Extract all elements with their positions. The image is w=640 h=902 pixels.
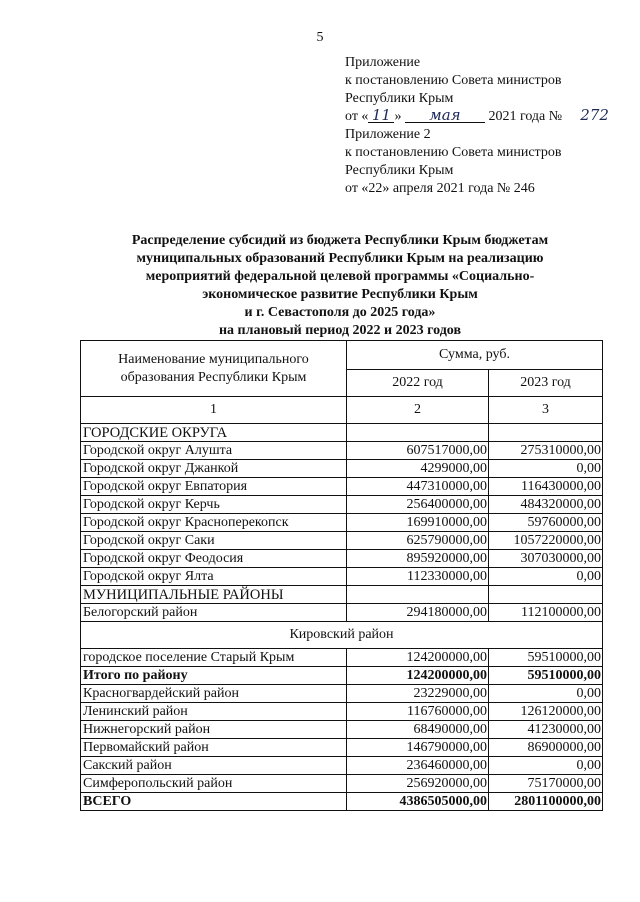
row-value-2023: 59760000,00	[489, 514, 603, 532]
row-value-2023: 126120000,00	[489, 703, 603, 721]
column-index-3: 3	[489, 397, 603, 424]
table-row	[81, 649, 603, 667]
row-value-2022: 895920000,00	[347, 550, 489, 568]
row-value-2022: 124200000,00	[347, 667, 489, 685]
row-value-2022: 124200000,00	[347, 649, 489, 667]
row-value-2022: 256400000,00	[347, 496, 489, 514]
row-name: ГОРОДСКИЕ ОКРУГА	[81, 424, 347, 442]
column-index-1: 1	[81, 397, 347, 424]
table-row	[81, 667, 603, 685]
row-name: Городской округ Алушта	[81, 442, 347, 460]
table-row	[81, 424, 603, 442]
handwritten-doc-number: 272	[580, 106, 609, 124]
row-name: Красногвардейский район	[81, 685, 347, 703]
title-line: и г. Севастополя до 2025 года»	[244, 305, 436, 320]
table-row	[81, 478, 603, 496]
row-value-2023: 307030000,00	[489, 550, 603, 568]
table-row	[81, 442, 603, 460]
row-value-2023: 1057220000,00	[489, 532, 603, 550]
table-row	[81, 757, 603, 775]
table-row	[81, 514, 603, 532]
row-value-2022	[347, 586, 489, 604]
header-line-date	[345, 108, 635, 126]
table-row	[81, 550, 603, 568]
row-value-2022: 68490000,00	[347, 721, 489, 739]
column-index-row	[81, 397, 603, 424]
column-header-sum: Сумма, руб.	[347, 341, 603, 370]
row-value-2023: 59510000,00	[489, 649, 603, 667]
table-row	[81, 685, 603, 703]
document-title	[80, 232, 600, 340]
row-value-2022: 116760000,00	[347, 703, 489, 721]
row-name: Симферопольский район	[81, 775, 347, 793]
row-value-2022: 294180000,00	[347, 604, 489, 622]
table-header-row	[81, 341, 603, 370]
row-value-2023: 116430000,00	[489, 478, 603, 496]
title-line: мероприятий федеральной целевой программы «Социально-	[145, 269, 535, 284]
row-value-2023: 112100000,00	[489, 604, 603, 622]
row-value-2022: 236460000,00	[347, 757, 489, 775]
row-name: МУНИЦИПАЛЬНЫЕ РАЙОНЫ	[81, 586, 347, 604]
table-row	[81, 532, 603, 550]
row-name: Городской округ Красноперекопск	[81, 514, 347, 532]
subsection-row	[81, 622, 603, 649]
table-row	[81, 775, 603, 793]
row-name: Нижнегорский район	[81, 721, 347, 739]
column-index-2: 2	[347, 397, 489, 424]
row-value-2023: 41230000,00	[489, 721, 603, 739]
subsection-title-kirov: Кировский район	[81, 622, 603, 649]
row-name: Городской округ Керчь	[81, 496, 347, 514]
row-value-2022: 4299000,00	[347, 460, 489, 478]
table-row	[81, 586, 603, 604]
row-name: Итого по району	[81, 667, 347, 685]
row-value-2023: 275310000,00	[489, 442, 603, 460]
row-name: городское поселение Старый Крым	[81, 649, 347, 667]
row-value-2022: 447310000,00	[347, 478, 489, 496]
table-row	[81, 460, 603, 478]
header-line-resolution: к постановлению Совета министров	[345, 73, 562, 88]
header-line-resolution-2: к постановлению Совета министров	[345, 145, 562, 160]
handwritten-month: мая	[405, 108, 485, 123]
table-row	[81, 703, 603, 721]
handwritten-day: 11	[368, 108, 394, 123]
row-value-2023: 0,00	[489, 757, 603, 775]
row-value-2022: 23229000,00	[347, 685, 489, 703]
title-line: на плановый период 2022 и 2023 годов	[218, 323, 462, 338]
header-line-appendix: Приложение	[345, 55, 421, 70]
row-name: ВСЕГО	[81, 793, 347, 811]
table-row	[81, 721, 603, 739]
title-line: муниципальных образований Республики Крым на реализацию	[136, 251, 544, 266]
header-line-appendix-2: Приложение 2	[345, 127, 431, 142]
row-value-2023: 75170000,00	[489, 775, 603, 793]
row-name: Городской округ Ялта	[81, 568, 347, 586]
table-row	[81, 793, 603, 811]
row-name: Белогорский район	[81, 604, 347, 622]
column-header-name: Наименование муниципального образования Республики Крым	[81, 341, 347, 397]
date-mid: »	[394, 109, 402, 124]
row-name: Городской округ Саки	[81, 532, 347, 550]
row-value-2022	[347, 424, 489, 442]
row-value-2023: 59510000,00	[489, 667, 603, 685]
table-row	[81, 739, 603, 757]
column-header-2023: 2023 год	[489, 370, 603, 397]
header-line-date-2: от «22» апреля 2021 года № 246	[345, 181, 535, 196]
row-value-2022: 169910000,00	[347, 514, 489, 532]
row-value-2023	[489, 424, 603, 442]
column-header-2022: 2022 год	[347, 370, 489, 397]
table-row	[81, 604, 603, 622]
table-row	[81, 568, 603, 586]
row-value-2023: 0,00	[489, 568, 603, 586]
row-name: Городской округ Феодосия	[81, 550, 347, 568]
title-line: экономическое развитие Республики Крым	[202, 287, 478, 302]
row-value-2023: 86900000,00	[489, 739, 603, 757]
row-value-2022: 112330000,00	[347, 568, 489, 586]
row-name: Первомайский район	[81, 739, 347, 757]
row-value-2022: 256920000,00	[347, 775, 489, 793]
row-value-2022: 607517000,00	[347, 442, 489, 460]
row-value-2022: 146790000,00	[347, 739, 489, 757]
date-year-text: 2021 года №	[488, 109, 563, 124]
row-value-2023: 484320000,00	[489, 496, 603, 514]
row-value-2023: 2801100000,00	[489, 793, 603, 811]
row-name: Городской округ Джанкой	[81, 460, 347, 478]
date-prefix: от «	[345, 109, 369, 124]
row-name: Городской округ Евпатория	[81, 478, 347, 496]
page-number: 5	[316, 30, 324, 45]
header-line-republic-2: Республики Крым	[345, 163, 454, 178]
row-value-2022: 4386505000,00	[347, 793, 489, 811]
row-name: Сакский район	[81, 757, 347, 775]
subsidy-table	[80, 340, 603, 811]
row-name: Ленинский район	[81, 703, 347, 721]
table-row	[81, 496, 603, 514]
row-value-2023	[489, 586, 603, 604]
title-line: Распределение субсидий из бюджета Республики Крым бюджетам	[131, 233, 549, 248]
row-value-2023: 0,00	[489, 460, 603, 478]
header-line-republic: Республики Крым	[345, 91, 454, 106]
approval-header	[345, 54, 635, 198]
row-value-2022: 625790000,00	[347, 532, 489, 550]
row-value-2023: 0,00	[489, 685, 603, 703]
